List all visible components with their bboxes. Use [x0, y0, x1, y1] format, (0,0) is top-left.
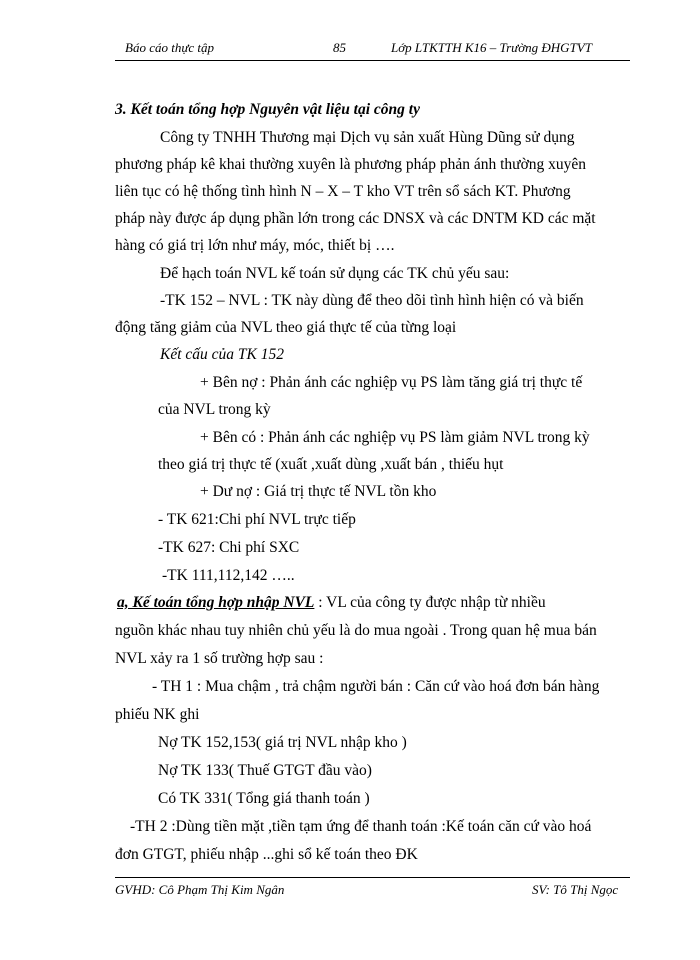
paragraph-line: NVL xảy ra 1 số trường hợp sau :	[115, 650, 324, 667]
footer-rule	[115, 877, 630, 878]
account-line: - TK 621:Chi phí NVL trực tiếp	[158, 511, 356, 528]
balance-line: + Dư nợ : Giá trị thực tế NVL tồn kho	[200, 483, 437, 500]
account-line: -TK 111,112,142 …..	[162, 567, 295, 584]
credit-side-line: + Bên có : Phản ánh các nghiệp vụ PS làm giảm NVL trong kỳ	[200, 429, 590, 446]
case-1-line: - TH 1 : Mua chậm , trả chậm người bán : Căn cứ vào hoá đơn bán hàng	[152, 678, 600, 695]
header-page-number: 85	[333, 40, 346, 55]
account-line: -TK 627: Chi phí SXC	[158, 539, 300, 556]
footer-supervisor: GVHD: Cô Phạm Thị Kim Ngân	[115, 882, 285, 897]
case-2-line: đơn GTGT, phiếu nhập ...ghi sổ kế toán theo ĐK	[115, 846, 418, 863]
entry-line: Nợ TK 133( Thuế GTGT đầu vào)	[158, 762, 372, 779]
paragraph-line: hàng có giá trị lớn như máy, móc, thiết bị ….	[115, 237, 395, 254]
subsection-a-text: : VL của công ty được nhập từ nhiều	[314, 594, 546, 611]
subsection-a-line	[117, 593, 546, 613]
entry-line: Nợ TK 152,153( giá trị NVL nhập kho )	[158, 734, 407, 751]
header-class-school: Lớp LTKTTH K16 – Trường ĐHGTVT	[391, 40, 592, 55]
paragraph-line: nguồn khác nhau tuy nhiên chủ yếu là do mua ngoài . Trong quan hệ mua bán	[115, 622, 597, 639]
page-header	[125, 40, 630, 58]
credit-side-line: theo giá trị thực tế (xuất ,xuất dùng ,xuất bán , thiếu hụt	[158, 456, 504, 473]
footer-student: SV: Tô Thị Ngọc	[532, 882, 619, 897]
paragraph-line: Công ty TNHH Thương mại Dịch vụ sản xuất Hùng Dũng sử dụng	[160, 129, 575, 146]
paragraph-line: Để hạch toán NVL kế toán sử dụng các TK chủ yếu sau:	[160, 265, 510, 282]
subsection-a-title: a, Kế toán tổng hợp nhập NVL	[117, 594, 315, 611]
debit-side-line: của NVL trong kỳ	[158, 401, 271, 418]
section-heading: 3. Kết toán tổng hợp Nguyên vật liệu tại công ty	[115, 101, 420, 118]
header-rule	[115, 60, 630, 61]
tk152-line: động tăng giảm của NVL theo giá thực tế của từng loại	[115, 319, 457, 336]
paragraph-line: liên tục có hệ thống tình hình N – X – T kho VT trên sổ sách KT. Phương	[115, 183, 571, 200]
header-report-title: Báo cáo thực tập	[125, 40, 215, 55]
debit-side-line: + Bên nợ : Phản ánh các nghiệp vụ PS làm tăng giá trị thực tế	[200, 374, 583, 391]
case-1-line: phiếu NK ghi	[115, 706, 200, 723]
structure-label: Kết cấu của TK 152	[160, 346, 284, 363]
paragraph-line: phương pháp kê khai thường xuyên là phương pháp phản ánh thường xuyên	[115, 156, 587, 173]
tk152-line: -TK 152 – NVL : TK này dùng để theo dõi tình hình hiện có và biến	[160, 292, 584, 309]
entry-line: Có TK 331( Tổng giá thanh toán )	[158, 790, 370, 807]
case-2-line: -TH 2 :Dùng tiền mặt ,tiền tạm ứng để thanh toán :Kế toán căn cứ vào hoá	[130, 818, 592, 835]
paragraph-line: pháp này được áp dụng phần lớn trong các DNSX và các DNTM KD các mặt	[115, 210, 596, 227]
